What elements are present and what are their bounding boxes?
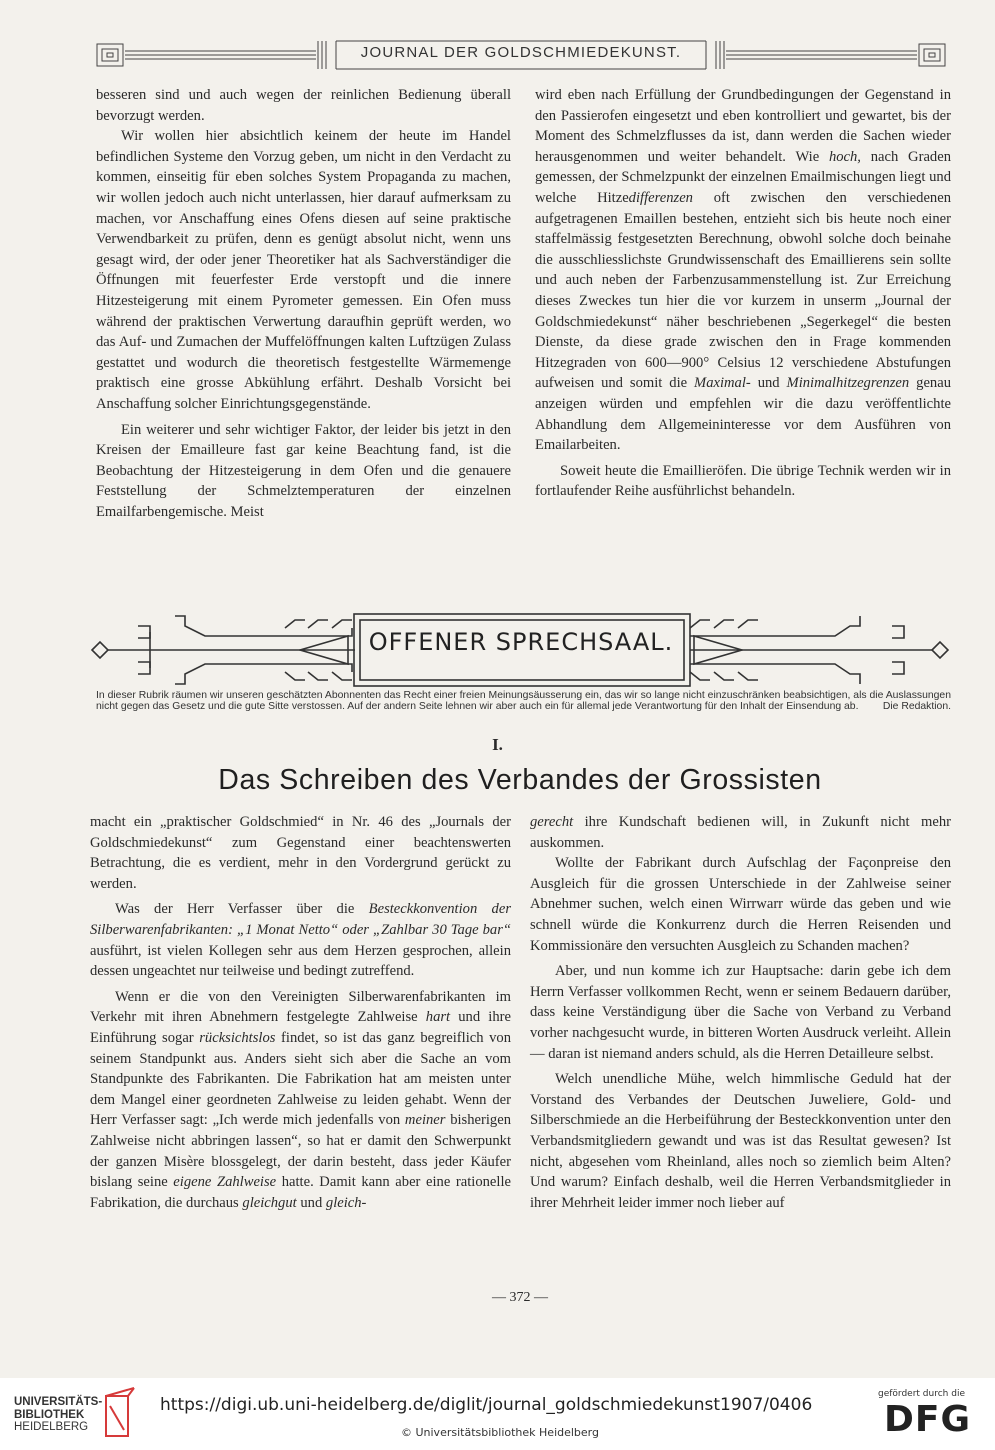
paragraph: gerecht ihre Kundschaft bedienen will, in Zukunft nicht mehr auskommen.: [530, 814, 951, 851]
notice-text: In dieser Rubrik räumen wir unseren geschätzten Abonnenten das Recht einer freien Meinungsäusserung ein, das wir so lange nicht einzuschränken beabsichtigen, als die Auslassungen nicht gegen das Gesetz und die gute Sitte verstossen. Auf der andern Seite lehnen wir aber auch ein für allemal jede Verantwortung für den Inhalt der Einsendung ab.: [96, 690, 951, 712]
paragraph: Wollte der Fabrikant durch Aufschlag der Façonpreise den Ausgleich für die grossen Unterschiede in der Zahlweise seiner Abnehmer suchen, welch einen Wirrwarr würde das geben und wie schnell würde die Konkurrenz durch die Herren Reisenden und Kommissionäre den versuchten Ausgleich zu Schanden machen?: [530, 855, 951, 954]
paragraph: Welch unendliche Mühe, welch himmlische Geduld hat der Vorstand des Verbandes der Deutschen Juweliere, Gold- und Silberschmiede an die Herbeiführung der Besteckkonvention unter den Verbandsmitgliedern gewandt und was ist das Resultat gewesen? Ist nicht, abgesehen vom Rheinland, alles noch so ziemlich beim Alten? Und warum? Einfach deshalb, weil die Herren Verbandsmitglieder in ihrer Mehrheit leider immer noch lieber auf: [530, 1071, 951, 1211]
library-name: UNIVERSITÄTS- BIBLIOTHEK HEIDELBERG: [14, 1396, 103, 1433]
paragraph: Ein weiterer und sehr wichtiger Faktor, der leider bis jetzt in den Kreisen der Emailleure fast gar keine Beachtung fand, ist die Beobachtung der Hitzesteigerung in dem Ofen und die genauere Feststellung der Schmelztemperaturen der einzelnen Emailfarbengemische. Meist: [96, 421, 511, 520]
paragraph: Was der Herr Verfasser über die Besteckkonvention der Silberwarenfabrikanten: „1 Monat Netto“ oder „Zahlbar 30 Tage bar“ ausführt, ist vielen Kollegen sehr aus dem Herzen gesprochen, allein dessen ungeachtet nur teilweise und bedingt zutreffend.: [90, 901, 512, 980]
top-left-column: [96, 85, 511, 522]
permalink-url[interactable]: https://digi.ub.uni-heidelberg.de/diglit/journal_goldschmiedekunst1907/0406: [160, 1395, 813, 1415]
bottom-right-column: [530, 812, 951, 1213]
rubric-notice: [96, 691, 951, 712]
copyright-notice: © Universitätsbibliothek Heidelberg: [400, 1426, 599, 1439]
paragraph: Soweit heute die Emaillieröfen. Die übrige Technik werden wir in fortlaufender Reihe ausführlichst behandeln.: [535, 462, 951, 500]
paragraph: Aber, und nun komme ich zur Hauptsache: darin gebe ich dem Herrn Verfasser vollkommen Recht, wenn er seinem Bedauern darüber, dass keine Verständigung über die Sache von Verband zu Verband vorher nachgesucht wurde, in bitteren Worten Ausdruck verleiht. Allein — daran ist niemand anders schuld, als die Herren Detailleure selbst.: [530, 963, 951, 1062]
article-number: I.: [492, 735, 503, 754]
funded-by-label: gefördert durch die: [878, 1389, 965, 1399]
bottom-left-column: [90, 812, 511, 1213]
running-head: [96, 40, 946, 70]
paragraph: Wir wollen hier absichtlich keinem der heute im Handel befindlichen Systeme den Vorzug geben, um nicht in den Verdacht zu kommen, einseitig für eben solches System Propaganda zu machen, wir wollen jedoch auch nicht unterlassen, hier darauf aufmerksam zu machen, vor Anschaffung eines Ofens diesen auf seine praktische Verwendbarkeit zu prüfen, denn es genügt absolut nicht, wenn uns gesagt wird, der oder jener Theoretiker hat als Sachverständiger die Öffnungen mit feuerfester Erde verstopft und die innere Hitzesteigerung mit einem Pyrometer gemessen. Ein Ofen muss während der praktischen Verwertung daraufhin geprüft werden, wo das Auf- und Zumachen der Muffelöffnungen kalten Luftzügen Zulass gestattet und wodurch die theoretisch festgestellte Wärmemenge praktisch eine grosse Abkühlung erfährt. Deshalb Vorsicht bei Anschaffung solcher Einrichtungsgegenstände.: [96, 128, 511, 412]
digitization-footer: [0, 1378, 995, 1450]
article-title: Das Schreiben des Verbandes der Grossisten: [218, 764, 822, 796]
dfg-logo: DFG: [884, 1399, 972, 1440]
paragraph: besseren sind und auch wegen der reinlichen Bedienung überall bevorzugt werden.: [96, 87, 511, 124]
page-number: — 372 —: [492, 1290, 548, 1305]
paragraph: wird eben nach Erfüllung der Grundbedingungen der Gegenstand in den Passierofen eingesetzt und eben kontrolliert und gewartet, bis der Moment des Schmelzflusses da ist, dann werden die Sachen wieder herausgenommen und weiter behandelt. Wie hoch, nach Graden gemessen, der Schmelzpunkt der einzelnen Emailmischungen liegt und welche Hitzedifferenzen oft zwischen den verschiedenen aufgetragenen Emaillen bestehen, entzieht sich bis heute noch einer staffelmässig festgesetzten Berechnung, obwohl solche doch beinahe die ausschliesslichste Grundwissenschaft des Emaillierens sein sollte und auch neben der Farbenzusammenstellung ist. Zur Erreichung dieses Zweckes tun hier die vor kurzem in unserm „Journal der Goldschmiedekunst“ näher beschriebenen „Segerkegel“ die besten Dienste, da diese grade zwischen den in Frage kommenden Hitzegraden von 600—900° Celsius 12 verschiedene Abstufungen aufweisen und somit die Maximal- und Minimalhitzegrenzen genau anzeigen würden und empfehlen wir die dazu veröffentlichte Abhandlung dem Allgemeininteresse vor dem Ausführen von Emailarbeiten.: [535, 87, 951, 454]
paragraph: macht ein „praktischer Goldschmied“ in Nr. 46 des „Journals der Goldschmiedekunst“ zum Gegenstand einer beachtenswerten Betrachtung, die es verdient, mehr in den Vordergrund gerückt zu werden.: [90, 814, 511, 892]
paragraph: Wenn er die von den Vereinigten Silberwarenfabrikanten im Verkehr mit ihren Abnehmern festgelegte Zahlweise hart und ihre Einführung sogar rücksichtslos findet, so ist das ganz begreiflich von seinem Standpunkt aus. Anders sieht sich aber die Sache an vom Standpunkte des Fabrikanten. Die Fabrikation hat am meisten unter dem Mangel einer geordneten Zahlweise zu leiden gehabt. Wenn der Herr Verfasser sagt: „Ich werde mich jedenfalls von meiner bisherigen Zahlweise nicht abbringen lassen“, so hat er damit den Schwerpunkt der ganzen Misère blossgelegt, der darin besteht, dass jeder Käufer bislang seine eigene Zahlweise hatte. Damit kann aber eine rationelle Fabrikation, die durchaus gleichgut und gleich-: [90, 988, 511, 1211]
notice-signature: Die Redaktion.: [882, 700, 951, 712]
journal-title: JOURNAL DER GOLDSCHMIEDEKUNST.: [360, 44, 682, 61]
top-right-column: [535, 85, 951, 502]
offener-sprechsaal-banner: [90, 608, 952, 690]
banner-title: OFFENER SPRECHSAAL.: [368, 628, 674, 656]
